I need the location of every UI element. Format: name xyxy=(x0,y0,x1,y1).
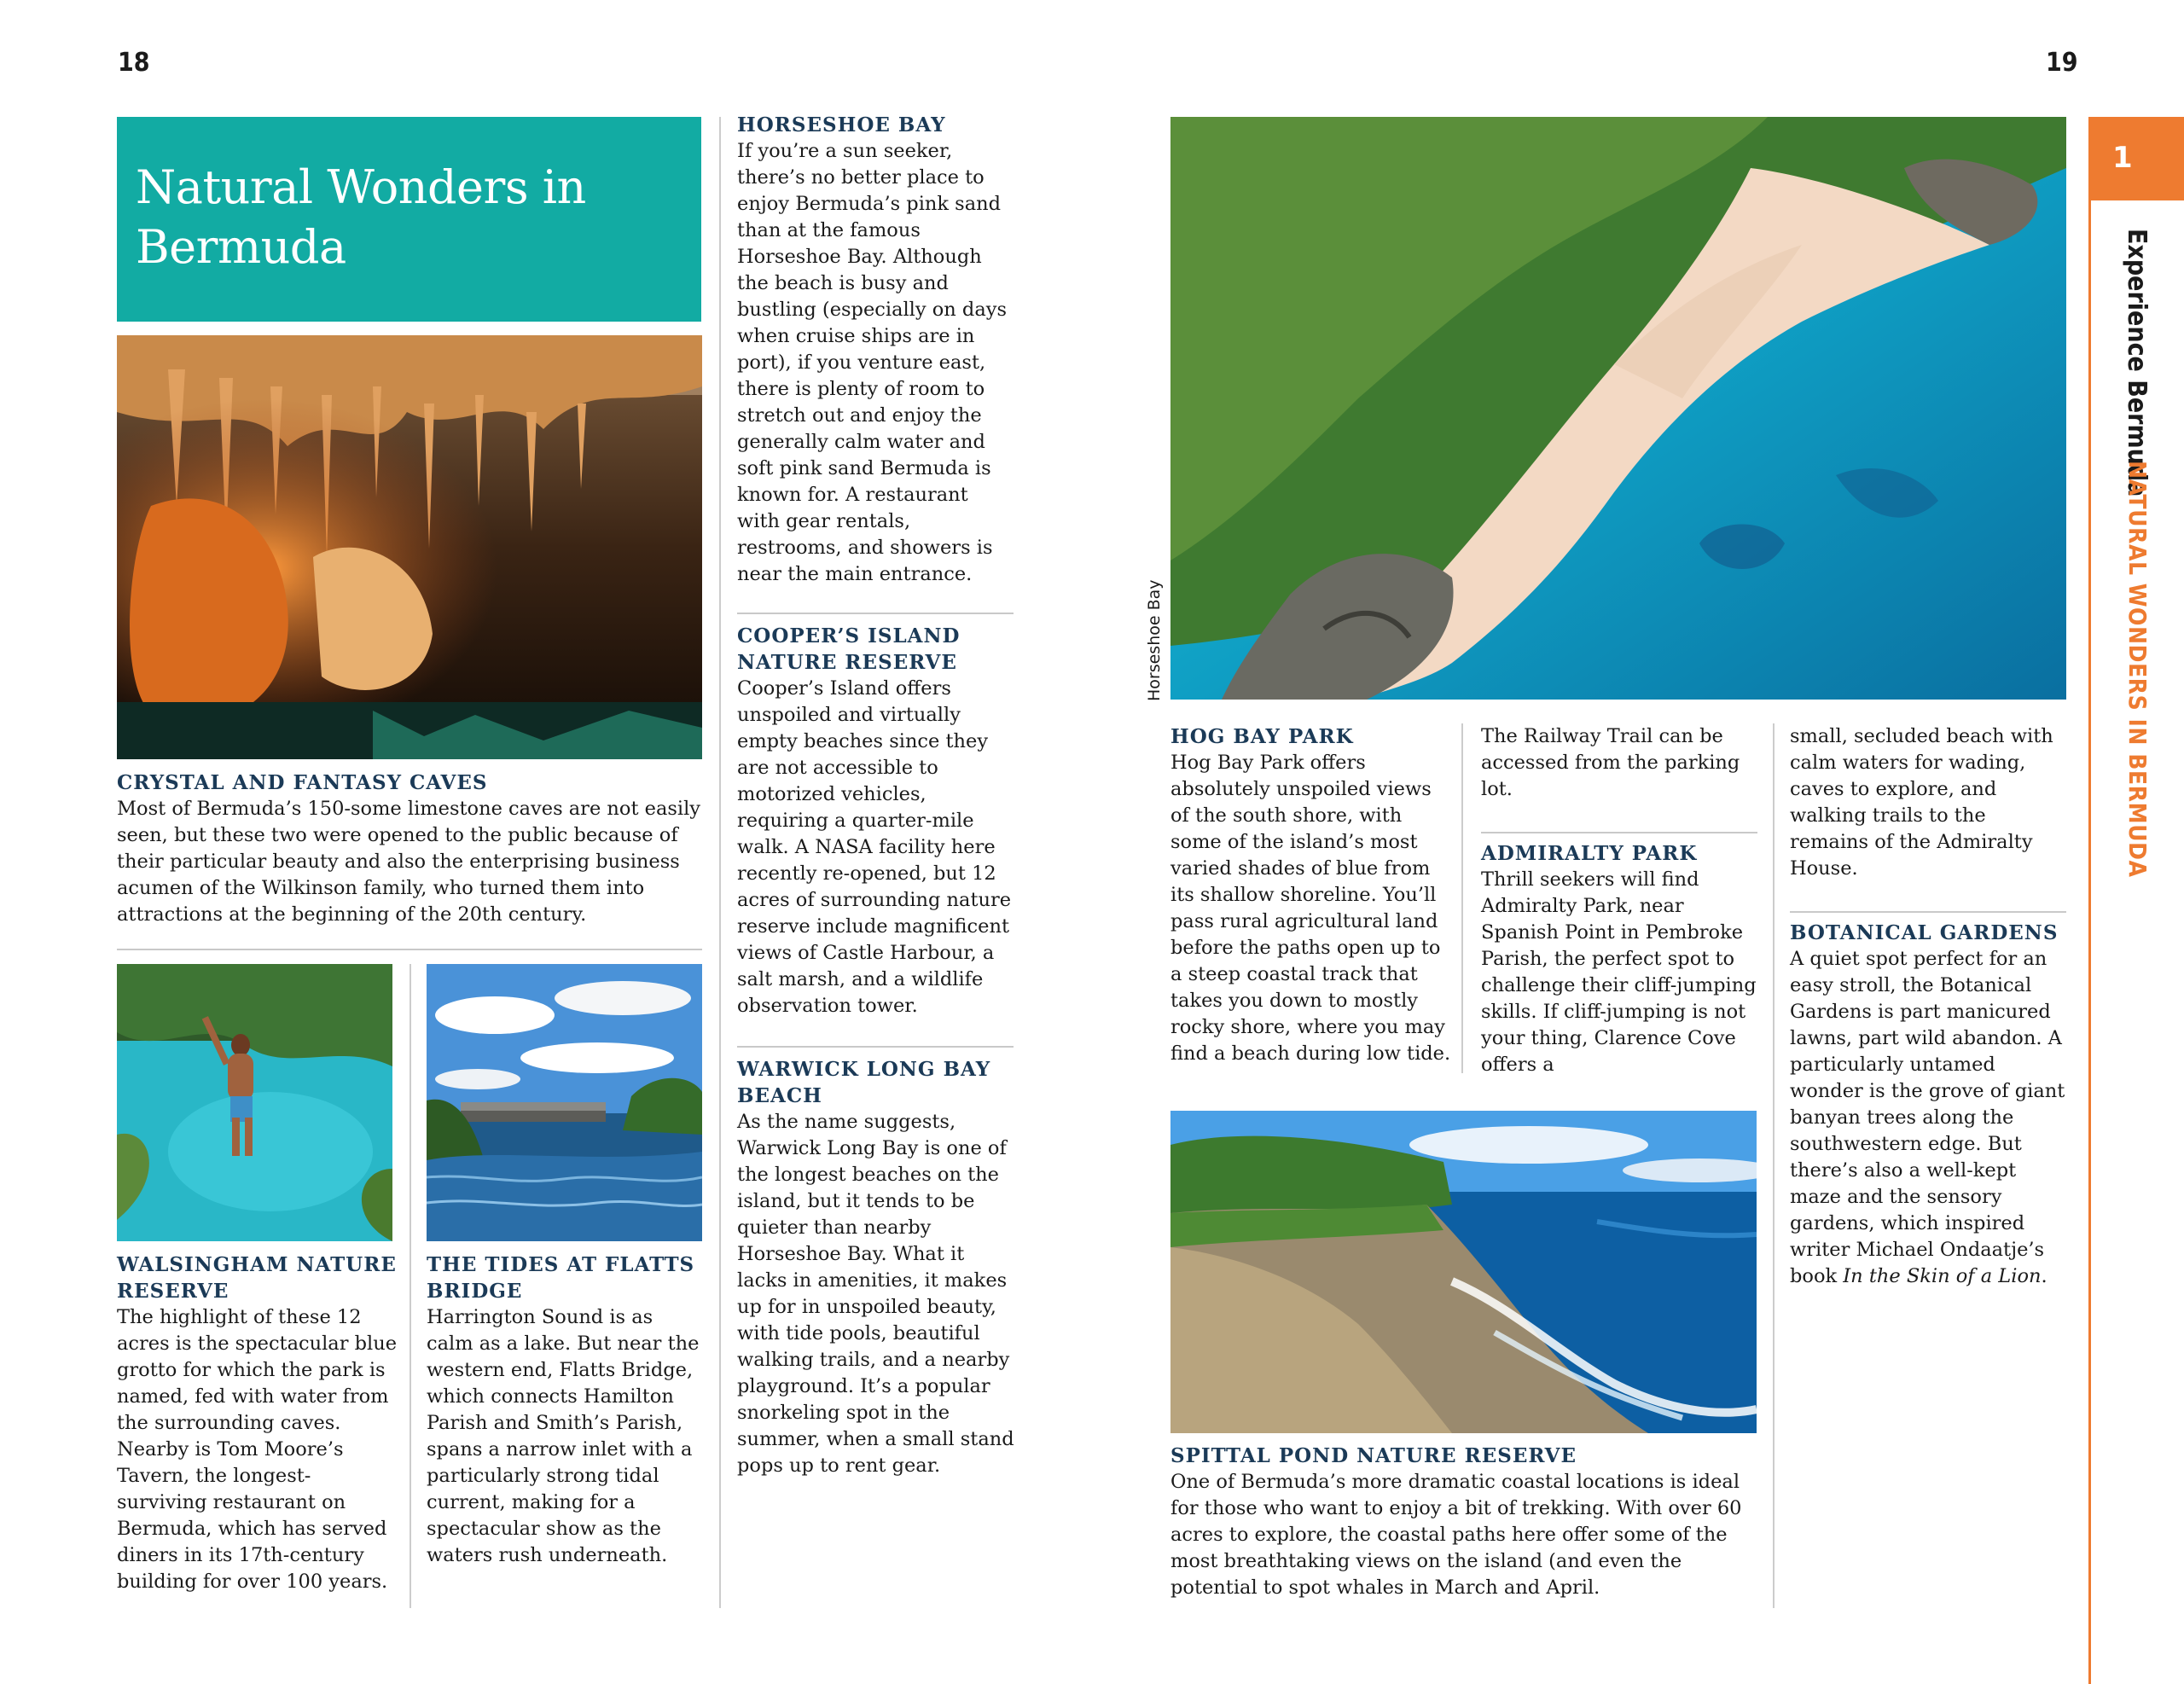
hog-bay-continued xyxy=(1481,723,1763,803)
flatts-body: Harrington Sound is as calm as a lake. But near the western end, Flatts Bridge, which connects Hamilton Parish and Smith’s Parish, spans a narrow inlet with a particularly strong tidal current, making for a spectacular show as the waters rush underneath. xyxy=(427,1306,700,1566)
flatts-section xyxy=(427,1251,702,1569)
divider xyxy=(1481,832,1757,833)
spittal-pond-heading: SPITTAL POND NATURE RESERVE xyxy=(1170,1444,1577,1467)
hog-bay-section xyxy=(1170,723,1452,1067)
walsingham-photo xyxy=(117,964,392,1241)
crystal-caves-photo xyxy=(117,335,702,759)
horseshoe-section xyxy=(737,112,1015,588)
horseshoe-bay-photo xyxy=(1170,117,2066,700)
warwick-section xyxy=(737,1056,1015,1479)
chapter-rule xyxy=(2088,200,2091,1684)
column-divider xyxy=(719,117,721,1608)
column-divider xyxy=(1461,723,1463,1073)
botanical-heading: BOTANICAL GARDENS xyxy=(1790,921,2059,944)
divider xyxy=(737,1046,1014,1048)
admiralty-section xyxy=(1481,840,1763,1078)
spittal-pond-photo xyxy=(1170,1111,1757,1433)
chapter-running-head: NATURAL WONDERS IN BERMUDA xyxy=(2123,461,2152,878)
page-title: Natural Wonders in Bermuda xyxy=(136,160,586,274)
divider xyxy=(737,613,1014,614)
spittal-pond-body: One of Bermuda’s more dramatic coastal locations is ideal for those who want to enjoy a bit of trekking. With over 60 acres to explore, the coastal paths here offer some of the most breathtaking views on the island (and even the potential to spot whales in March and April. xyxy=(1170,1471,1742,1599)
botanical-body-end: . xyxy=(2041,1265,2048,1287)
hog-bay-heading: HOG BAY PARK xyxy=(1170,725,1354,748)
chapter-number: 1 xyxy=(2112,141,2133,175)
crystal-caves-heading: CRYSTAL AND FANTASY CAVES xyxy=(117,771,488,794)
admiralty-heading: ADMIRALTY PARK xyxy=(1481,842,1698,865)
spittal-pond-section xyxy=(1170,1443,1757,1601)
admiralty-continued xyxy=(1790,723,2068,882)
crystal-caves-body: Most of Bermuda’s 150-some limestone caves are not easily seen, but these two were opened to the public because of their particular beauty and also the enterprising business acumen of the Wilkinson family, who turned them into attractions at the beginning of the 20th century. xyxy=(117,798,701,926)
hog-bay-continued-text: The Railway Trail can be accessed from the parking lot. xyxy=(1481,725,1740,800)
flatts-heading: THE TIDES AT FLATTS BRIDGE xyxy=(427,1253,695,1303)
botanical-body-text: A quiet spot perfect for an easy stroll, the Botanical Gardens is part manicured lawns, part wild abandon. A particularly untamed wonder is the grove of giant banyan trees along the southwestern edge. But there’s also a well-kept maze and the sensory gardens, which inspired writer Michael Ondaatje’s book xyxy=(1790,948,2065,1287)
horseshoe-body: If you’re a sun seeker, there’s no better place to enjoy Bermuda’s pink sand than at the famous Horseshoe Bay. Although the beach is busy and bustling (especially on days when cruise ships are in port), if you venture east, there is plenty of room to stretch out and enjoy the generally calm water and soft pink sand Bermuda is known for. A restaurant with gear rentals, restrooms, and showers is near the main entrance. xyxy=(737,140,1008,585)
divider xyxy=(1790,911,2066,913)
title-box xyxy=(117,117,701,322)
crystal-caves-section xyxy=(117,769,702,928)
warwick-body: As the name suggests, Warwick Long Bay is one of the longest beaches on the island, but it tends to be quieter than nearby Horseshoe Bay. What it lacks in amenities, it makes up for in unspoiled beauty, with tide pools, beautiful walking trails, and a nearby playground. It’s a popular snorkeling spot in the summer, when a small stand pops up to rent gear. xyxy=(737,1111,1014,1477)
coopers-section xyxy=(737,623,1015,1019)
hog-bay-body: Hog Bay Park offers absolutely unspoiled views of the south shore, with some of the island’s most varied shades of blue from its shallow shoreline. You’ll pass rural agricultural land before the paths open up to a steep coastal track that takes you down to mostly rocky shore, where you may find a beach during low tide. xyxy=(1170,752,1451,1065)
column-divider xyxy=(1773,723,1774,1608)
book-title: In the Skin of a Lion xyxy=(1843,1265,2042,1287)
flatts-bridge-photo xyxy=(427,964,702,1241)
photo-credit: Horseshoe Bay xyxy=(1145,579,1164,701)
section-running-head: Experience Bermuda xyxy=(2122,229,2152,497)
divider xyxy=(117,949,702,950)
walsingham-heading: WALSINGHAM NATURE RESERVE xyxy=(117,1253,397,1303)
botanical-section xyxy=(1790,920,2068,1290)
botanical-body xyxy=(1790,946,2068,1290)
column-divider xyxy=(410,964,411,1608)
chapter-tab xyxy=(2088,117,2184,200)
page-number-right: 19 xyxy=(2046,48,2078,78)
horseshoe-heading: HORSESHOE BAY xyxy=(737,113,946,136)
walsingham-body: The highlight of these 12 acres is the spectacular blue grotto for which the park is named, fed with water from the surrounding caves. Nearby is Tom Moore’s Tavern, the longest-surviving restaurant on Bermuda, which has served diners in its 17th-century building for over 100 years. xyxy=(117,1306,398,1593)
warwick-heading: WARWICK LONG BAY BEACH xyxy=(737,1058,991,1107)
admiralty-continued-text: small, secluded beach with calm waters for wading, caves to explore, and walking trails to the remains of the Admiralty House. xyxy=(1790,725,2053,880)
walsingham-section xyxy=(117,1251,398,1595)
admiralty-body: Thrill seekers will find Admiralty Park, near Spanish Point in Pembroke Parish, the perfect spot to challenge their cliff-jumping skills. If cliff-jumping is not your thing, Clarence Cove offers a xyxy=(1481,868,1757,1076)
coopers-body: Cooper’s Island offers unspoiled and virtually empty beaches since they are not accessible to motorized vehicles, requiring a quarter-mile walk. A NASA facility here recently re-opened, but 12 acres of surrounding nature reserve include magnificent views of Castle Harbour, a salt marsh, and a wildlife observation tower. xyxy=(737,677,1012,1017)
page-number-left: 18 xyxy=(118,48,150,78)
coopers-heading: COOPER’S ISLAND NATURE RESERVE xyxy=(737,624,961,674)
